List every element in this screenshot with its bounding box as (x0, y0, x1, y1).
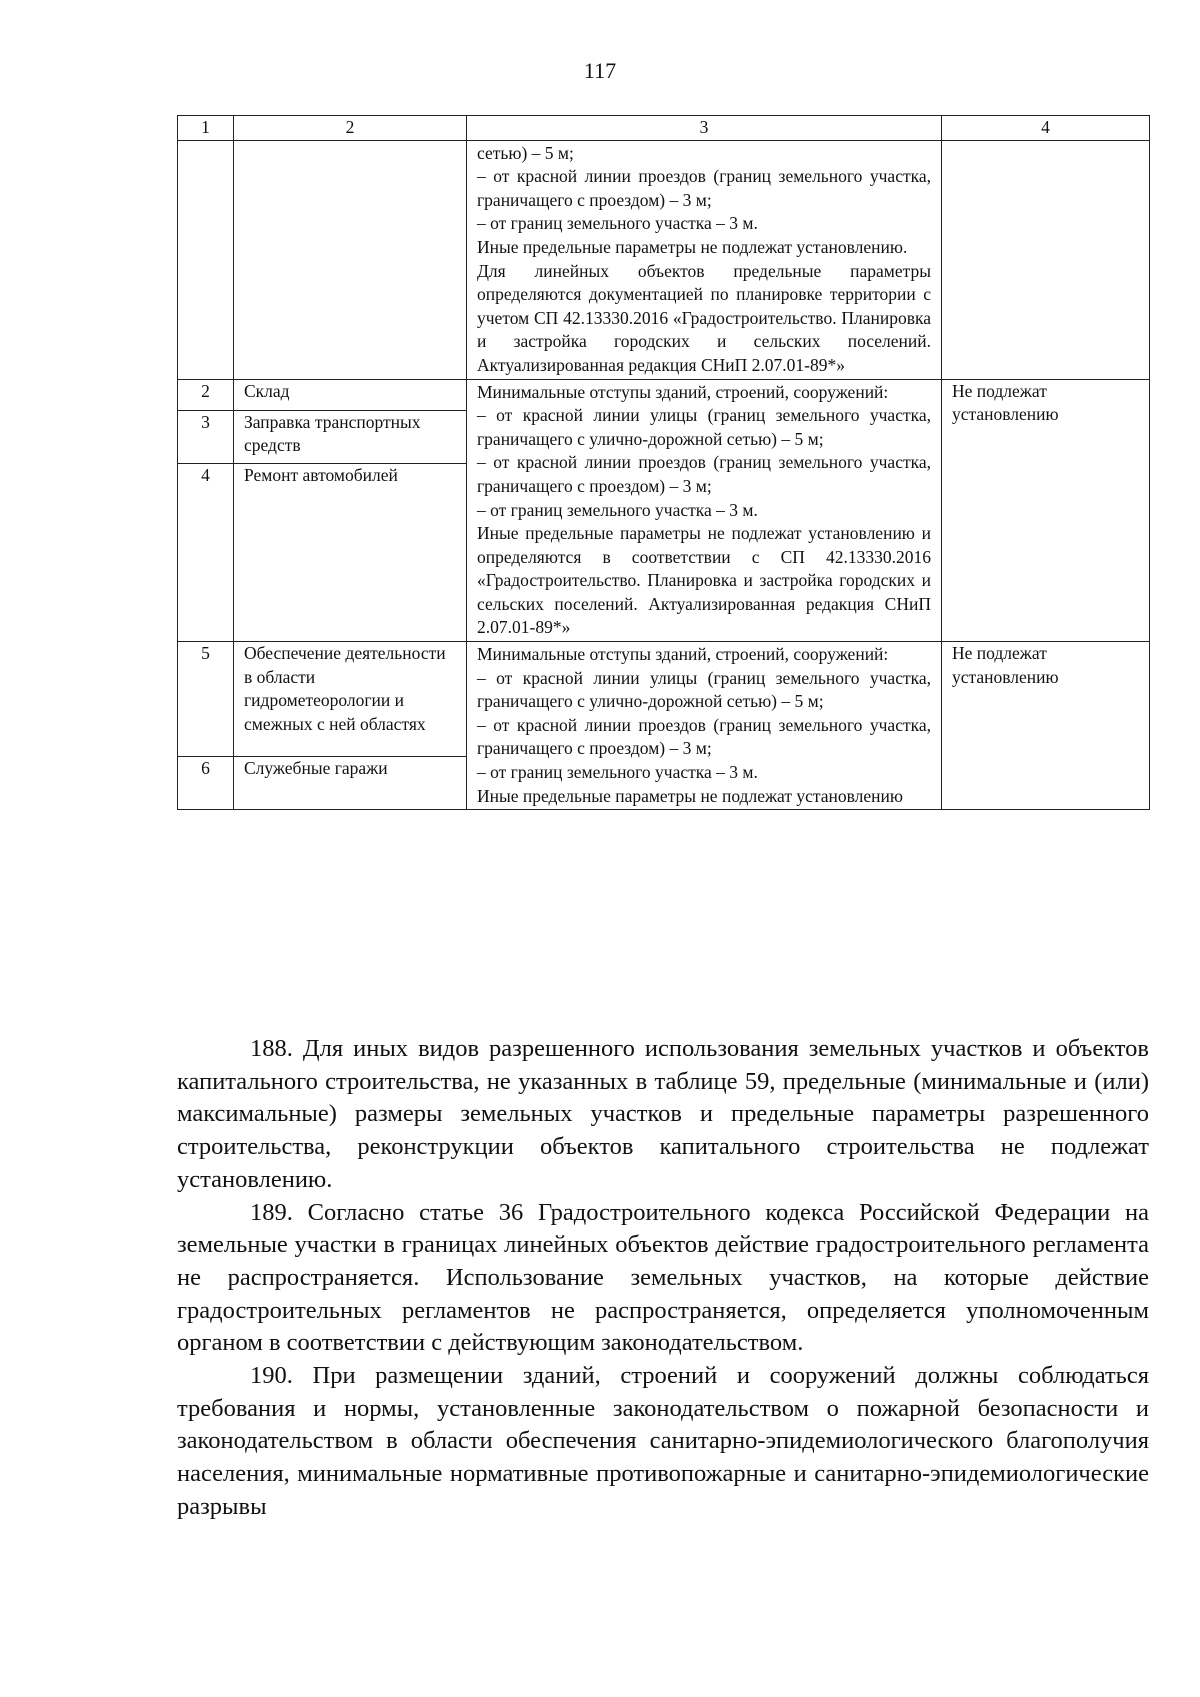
param-line: Иные предельные параметры не подлежат установлению. (477, 236, 908, 257)
limits-cell: Не подлежат установлению (942, 379, 1150, 642)
use-type-name: Заправка транспортных средств (234, 410, 467, 463)
table-row (178, 642, 1150, 757)
param-line: – от красной линии проездов (границ земельного участка, граничащего с проездом) – 3 м; (477, 166, 931, 210)
limits-cell: Не подлежат установлению (942, 642, 1150, 810)
param-line: Иные предельные параметры не подлежат установлению (477, 785, 903, 806)
param-line: – от красной линии проездов (границ земельного участка, граничащего с проездом) – 3 м; (477, 452, 931, 496)
param-line: – от красной линии улицы (границ земельного участка, граничащего с улично-дорожной сетью) – 5 м; (477, 405, 931, 449)
use-type-name: Склад (234, 379, 467, 410)
body-text (177, 1033, 1149, 1524)
param-line: Иные предельные параметры не подлежат установлению и определяются в соответствии с СП 42.13330.2016 «Градостроительство. Планировка и застройка городских и сельских поселений. Актуализированная редакция СНиП 2.07.01-89*» (477, 523, 931, 638)
row-number: 4 (178, 463, 234, 642)
header-cell-3: 3 (467, 116, 942, 141)
param-line: – от границ земельного участка – 3 м. (477, 213, 758, 234)
page-number: 117 (583, 58, 617, 83)
empty-cell (178, 140, 234, 379)
header-cell-2: 2 (234, 116, 467, 141)
param-line: сетью) – 5 м; (477, 142, 574, 163)
table-header-row (178, 116, 1150, 141)
header-cell-4: 4 (942, 116, 1150, 141)
param-line: – от красной линии проездов (границ земельного участка, граничащего с проездом) – 3 м; (477, 714, 931, 759)
parameters-cell (467, 379, 942, 642)
paragraph-188: 188. Для иных видов разрешенного использования земельных участков и объектов капитального строительства, не указанных в таблице 59, предельные (минимальные и (или) максимальные) размеры земельных участков и предельные параметры разрешенного строительства, реконструкции объектов капитального строительства не подлежат установлению. (177, 1035, 1149, 1193)
row-number: 3 (178, 410, 234, 463)
parameters-cell (467, 140, 942, 379)
param-line: – от границ земельного участка – 3 м. (477, 762, 758, 783)
header-cell-1: 1 (178, 116, 234, 141)
row-number: 5 (178, 642, 234, 757)
param-line: Для линейных объектов предельные параметры определяются документацией по планировке территории с учетом СП 42.13330.2016 «Градостроительство. Планировка и застройка городских и сельских поселений. Актуализированная редакция СНиП 2.07.01-89*» (477, 260, 931, 375)
empty-cell (942, 140, 1150, 379)
row-number: 2 (178, 379, 234, 410)
param-line: – от границ земельного участка – 3 м. (477, 499, 758, 520)
paragraph-190: 190. При размещении зданий, строений и сооружений должны соблюдаться требования и нормы, установленные законодательством о пожарной безопасности и законодательством в области обеспечения санитарно-эпидемиологического благополучия населения, минимальные нормативные противопожарные и санитарно-эпидемиологические разрывы (177, 1362, 1149, 1520)
use-type-name: Служебные гаражи (234, 757, 467, 810)
param-line: Минимальные отступы зданий, строений, сооружений: (477, 381, 889, 402)
table-row-continuation (178, 140, 1150, 379)
parameters-cell (467, 642, 942, 810)
param-line: Минимальные отступы зданий, строений, сооружений: (477, 644, 889, 665)
use-type-name: Обеспечение деятельности в области гидрометеорологии и смежных с ней областях (234, 642, 467, 757)
paragraph-189: 189. Согласно статье 36 Градостроительного кодекса Российской Федерации на земельные участки в границах линейных объектов действие градостроительного регламента не распространяется. Использование земельных участков, на которые действие градостроительных регламентов не распространяется, определяется уполномоченным органом в соответствии с действующим законодательством. (177, 1198, 1149, 1357)
row-number: 6 (178, 757, 234, 810)
regulations-table (177, 115, 1150, 810)
table-row (178, 379, 1150, 410)
param-line: – от красной линии улицы (границ земельного участка, граничащего с улично-дорожной сетью) – 5 м; (477, 667, 931, 712)
use-type-name: Ремонт автомобилей (234, 463, 467, 642)
empty-cell (234, 140, 467, 379)
